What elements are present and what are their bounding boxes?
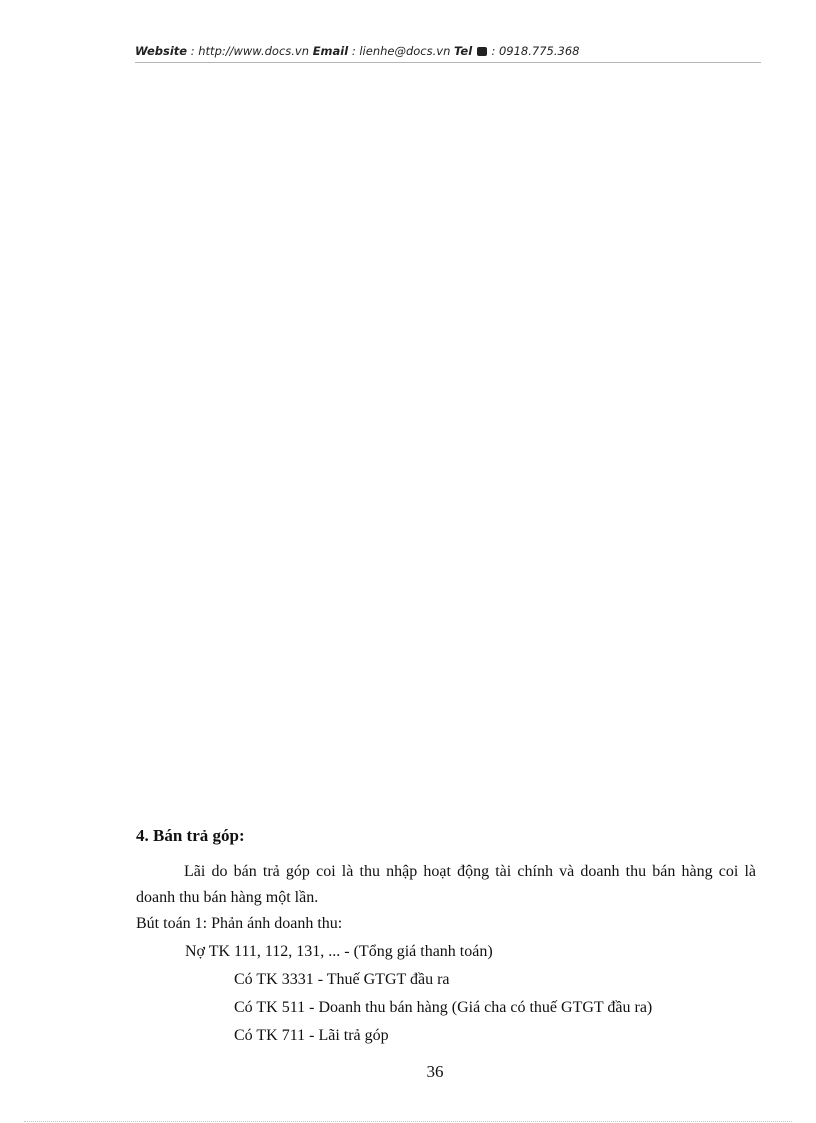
- website-link[interactable]: : http://www.docs.vn: [187, 44, 313, 58]
- debit-line: Nợ TK 111, 112, 131, ... - (Tổng giá thanh toán): [185, 943, 493, 960]
- website-label: Website: [135, 44, 188, 58]
- phone-icon: [477, 47, 487, 56]
- email-label: Email: [312, 44, 349, 58]
- page-header: [135, 44, 761, 63]
- email-link[interactable]: : lienhe@docs.vn: [348, 44, 455, 58]
- footer-divider: [24, 1121, 792, 1122]
- credit-line: Có TK 3331 - Thuế GTGT đầu ra: [234, 971, 450, 988]
- tel-label: Tel: [454, 44, 473, 58]
- body-paragraph: Lãi do bán trả góp coi là thu nhập hoạt động tài chính và doanh thu bán hàng coi là doanh thu bán hàng một lần.: [136, 863, 756, 906]
- entry-title: Bút toán 1: Phản ánh doanh thu:: [136, 915, 343, 932]
- credit-line: Có TK 711 - Lãi trả góp: [234, 1027, 389, 1044]
- tel-value: : 0918.775.368: [487, 44, 580, 58]
- credit-line: Có TK 511 - Doanh thu bán hàng (Giá cha có thuế GTGT đầu ra): [234, 999, 653, 1016]
- section-heading: 4. Bán trả góp:: [136, 826, 245, 845]
- page-number: 36: [426, 1062, 444, 1081]
